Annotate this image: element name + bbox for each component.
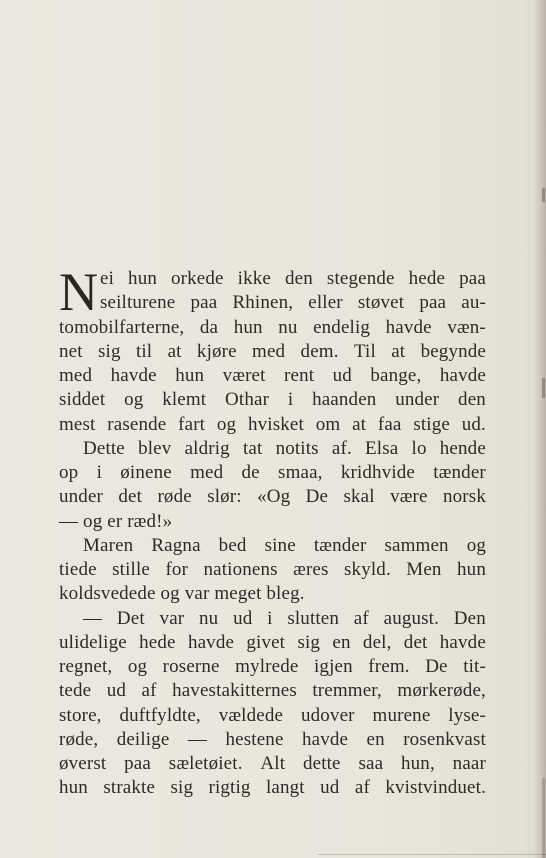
- text-line: koldsvedede og var meget bleg.: [59, 583, 305, 605]
- text-line: siddet og klemt Othar i haanden under den: [59, 389, 486, 411]
- text-line: under det røde slør: «Og De skal være norsk: [59, 486, 486, 508]
- page-edge-shadow: [534, 0, 546, 858]
- text-line: øverst paa sæletøiet. Alt dette saa hun, naar: [59, 753, 486, 774]
- text-line: røde, deilige — hestene havde en rosenkvast: [59, 728, 486, 750]
- text-line: tomobilfarterne, da hun nu endelig havde væn-: [59, 316, 486, 338]
- text-line: hun strakte sig rigtig langt ud af kvistvinduet.: [59, 777, 486, 799]
- text-line: — og er ræd!»: [59, 510, 173, 532]
- body-text: [59, 262, 486, 801]
- text-line: regnet, og roserne mylrede igjen frem. De tit-: [59, 656, 486, 677]
- text-line: Maren Ragna bed sine tænder sammen og: [83, 534, 486, 556]
- text-line: tiede stille for nationens æres skyld. Men hun: [59, 559, 486, 580]
- text-line: med havde hun været rent ud bange, havde: [59, 365, 486, 386]
- text-line: seilturene paa Rhinen, eller støvet paa au-: [100, 292, 486, 314]
- drop-cap: N: [59, 262, 98, 322]
- text-line: net sig til at kjøre med dem. Til at begynde: [59, 340, 486, 362]
- text-line: — Det var nu ud i slutten af august. Den: [83, 607, 486, 629]
- text-line: ulidelige hede havde givet sig en del, det havde: [59, 631, 486, 653]
- text-line: mest rasende fart og hvisket om at faa stige ud.: [59, 413, 486, 435]
- text-line: ei hun orkede ikke den stegende hede paa: [100, 268, 486, 289]
- page-bottom-edge: [318, 854, 546, 855]
- text-line: op i øinene med de smaa, kridhvide tænder: [59, 462, 486, 483]
- text-line: Dette blev aldrig tat notits af. Elsa lo hende: [83, 437, 486, 459]
- page-edge-mark: [542, 378, 545, 398]
- text-line: store, duftfyldte, vældede udover murene lyse-: [59, 704, 486, 726]
- text-line: tede ud af havestakitternes tremmer, mørkerøde,: [59, 680, 486, 702]
- page-edge-mark: [542, 778, 545, 858]
- page-edge-mark: [542, 188, 545, 202]
